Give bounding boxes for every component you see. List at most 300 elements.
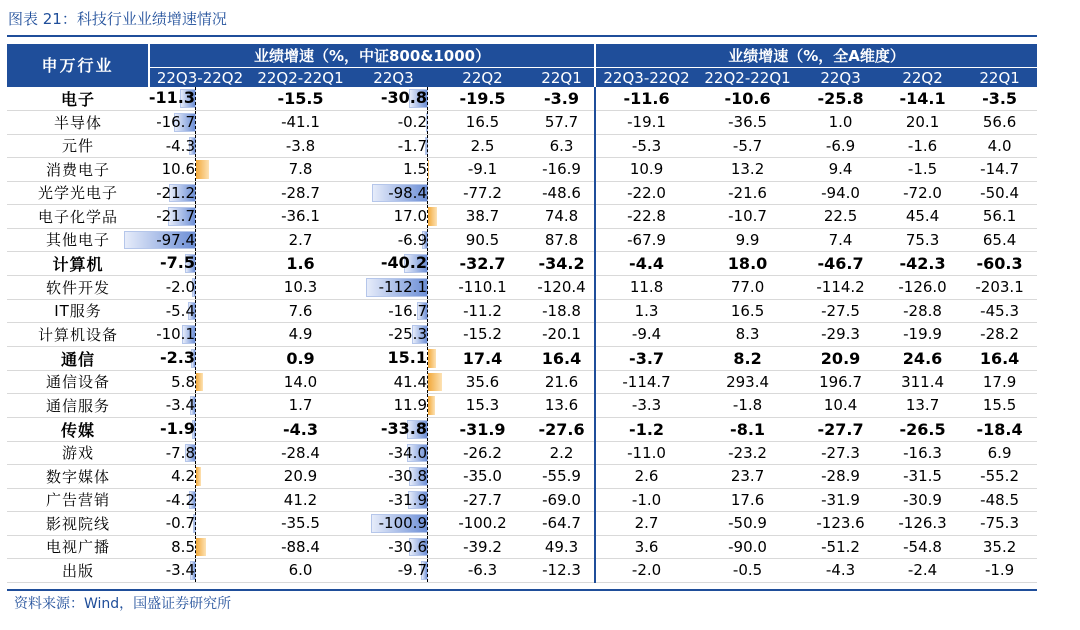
cell-value: -55.9 [529, 465, 595, 489]
table-row [7, 181, 1037, 205]
bar-axis [427, 347, 428, 370]
bar-axis [195, 371, 196, 394]
cell-value: -22.0 [595, 181, 697, 205]
col-header: 22Q2-22Q1 [697, 68, 798, 88]
cell-value: 16.4 [962, 346, 1037, 370]
col-header: 22Q2 [436, 68, 529, 88]
cell-value: -18.4 [962, 417, 1037, 441]
cell-value: 6.9 [962, 441, 1037, 465]
cell-value: -2.3 [160, 347, 195, 367]
data-bar-cell [149, 512, 250, 536]
bar-axis [427, 559, 428, 582]
cell-value: 16.5 [697, 299, 798, 323]
header-row-groups [7, 44, 1037, 68]
cell-value: 10.6 [161, 160, 195, 178]
data-bar-cell [149, 559, 250, 583]
industry-name: 数字媒体 [7, 465, 149, 489]
data-bar-cell [149, 346, 250, 370]
cell-value: 77.0 [697, 276, 798, 300]
industry-name: 计算机设备 [7, 323, 149, 347]
cell-value: -9.7 [397, 561, 427, 579]
cell-value: -12.3 [529, 559, 595, 583]
cell-value: -11.2 [436, 299, 529, 323]
cell-value: -30.8 [388, 467, 427, 485]
bar-axis [427, 323, 428, 346]
cell-value: -1.8 [697, 394, 798, 418]
data-bar [428, 207, 437, 226]
table-row [7, 134, 1037, 158]
cell-value: -88.4 [250, 535, 351, 559]
industry-name: 电视广播 [7, 535, 149, 559]
cell-value: 49.3 [529, 535, 595, 559]
cell-value: -3.5 [962, 87, 1037, 111]
data-bar-cell [149, 111, 250, 135]
col-header: 22Q3-22Q2 [149, 68, 250, 88]
bar-axis [427, 252, 428, 275]
cell-value: -1.0 [595, 488, 697, 512]
cell-value: 13.7 [883, 394, 962, 418]
data-bar-cell [351, 559, 436, 583]
cell-value: -8.1 [697, 417, 798, 441]
bar-axis [195, 135, 196, 158]
cell-value: 16.5 [436, 111, 529, 135]
cell-value: -60.3 [962, 252, 1037, 276]
cell-value: 13.6 [529, 394, 595, 418]
cell-value: 4.0 [962, 134, 1037, 158]
table-row [7, 87, 1037, 111]
bar-axis [195, 418, 196, 441]
bar-axis [195, 559, 196, 582]
data-bar-cell [149, 394, 250, 418]
bar-axis [427, 111, 428, 134]
bar-axis [427, 371, 428, 394]
table-row [7, 299, 1037, 323]
cell-value: 41.2 [250, 488, 351, 512]
cell-value: -25.8 [798, 87, 883, 111]
cell-value: 13.2 [697, 158, 798, 182]
cell-value: -29.3 [798, 323, 883, 347]
cell-value: 41.4 [393, 372, 427, 391]
data-bar-cell [149, 417, 250, 441]
bar-axis [195, 347, 196, 370]
bar-axis [195, 536, 196, 559]
table-row [7, 276, 1037, 300]
cell-value: -25.3 [388, 325, 427, 343]
bar-axis [427, 158, 428, 181]
cell-value: 0.9 [250, 346, 351, 370]
industry-name: 电子化学品 [7, 205, 149, 229]
cell-value: 2.7 [595, 512, 697, 536]
table-row [7, 394, 1037, 418]
cell-value: 15.5 [962, 394, 1037, 418]
table-row [7, 559, 1037, 583]
cell-value: -27.7 [436, 488, 529, 512]
cell-value: 4.2 [171, 467, 195, 485]
cell-value: -4.3 [798, 559, 883, 583]
data-bar-cell [351, 535, 436, 559]
table-row [7, 370, 1037, 394]
cell-value: -16.3 [883, 441, 962, 465]
cell-value: -0.7 [165, 514, 195, 532]
industry-name: 电子 [7, 87, 149, 111]
cell-value: -19.5 [436, 87, 529, 111]
data-bar-cell [149, 299, 250, 323]
cell-value: -39.2 [436, 535, 529, 559]
cell-value: -1.2 [595, 417, 697, 441]
bar-axis [427, 394, 428, 417]
source-note: 资料来源：Wind，国盛证券研究所 [14, 596, 232, 612]
cell-value: -112.1 [378, 278, 427, 296]
data-bar-cell [149, 441, 250, 465]
cell-value: 2.6 [595, 465, 697, 489]
cell-value: -48.6 [529, 181, 595, 205]
bar-axis [195, 87, 196, 110]
cell-value: -0.5 [697, 559, 798, 583]
bar-axis [195, 158, 196, 181]
data-bar-cell [149, 205, 250, 229]
cell-value: -5.7 [697, 134, 798, 158]
cell-value: -27.3 [798, 441, 883, 465]
table-row [7, 441, 1037, 465]
cell-value: -27.5 [798, 299, 883, 323]
cell-value: -10.6 [697, 87, 798, 111]
cell-value: -20.1 [529, 323, 595, 347]
cell-value: 2.5 [436, 134, 529, 158]
cell-value: 2.7 [250, 228, 351, 252]
data-bar-cell [351, 441, 436, 465]
cell-value: -2.4 [883, 559, 962, 583]
data-bar-cell [351, 394, 436, 418]
bar-axis [427, 465, 428, 488]
cell-value: 10.9 [595, 158, 697, 182]
bar-axis [195, 512, 196, 535]
cell-value: -5.3 [595, 134, 697, 158]
cell-value: -42.3 [883, 252, 962, 276]
cell-value: 90.5 [436, 228, 529, 252]
bar-axis [195, 489, 196, 512]
table-row [7, 323, 1037, 347]
data-bar-cell [351, 158, 436, 182]
cell-value: -32.7 [436, 252, 529, 276]
cell-value: 293.4 [697, 370, 798, 394]
bar-axis [195, 229, 196, 252]
cell-value: -30.8 [380, 88, 427, 107]
col-header: 22Q3-22Q2 [595, 68, 697, 88]
cell-value: -30.6 [388, 537, 427, 556]
cell-value: -15.5 [250, 87, 351, 111]
cell-value: 11.8 [595, 276, 697, 300]
data-bar-cell [351, 465, 436, 489]
bar-axis [427, 536, 428, 559]
cell-value: -14.1 [883, 87, 962, 111]
cell-value: 17.0 [393, 207, 427, 225]
data-bar [428, 396, 435, 415]
data-bar-cell [351, 512, 436, 536]
cell-value: -36.5 [697, 111, 798, 135]
cell-value: -0.2 [397, 113, 427, 131]
bar-axis [195, 182, 196, 205]
data-bar-cell [149, 87, 250, 111]
data-bar-cell [149, 134, 250, 158]
bar-axis [427, 276, 428, 299]
cell-value: -26.5 [883, 417, 962, 441]
cell-value: -6.9 [798, 134, 883, 158]
industry-name: 游戏 [7, 441, 149, 465]
bar-axis [195, 276, 196, 299]
bar-axis [195, 323, 196, 346]
cell-value: -2.0 [595, 559, 697, 583]
cell-value: -4.3 [165, 136, 195, 155]
data-bar [428, 160, 429, 179]
bar-axis [195, 111, 196, 134]
cell-value: 57.7 [529, 111, 595, 135]
bar-axis [195, 465, 196, 488]
data-bar-cell [351, 228, 436, 252]
table-row [7, 158, 1037, 182]
col-header: 22Q2-22Q1 [250, 68, 351, 88]
cell-value: 17.9 [962, 370, 1037, 394]
table-row [7, 252, 1037, 276]
data-bar-cell [149, 323, 250, 347]
cell-value: 9.4 [798, 158, 883, 182]
table-row [7, 346, 1037, 370]
cell-value: -18.8 [529, 299, 595, 323]
cell-value: -34.0 [388, 443, 427, 462]
data-bar-cell [351, 323, 436, 347]
industry-name: 通信 [7, 346, 149, 370]
cell-value: -16.7 [156, 113, 195, 131]
cell-value: -50.4 [962, 181, 1037, 205]
cell-value: 311.4 [883, 370, 962, 394]
industry-name: IT服务 [7, 299, 149, 323]
cell-value: 1.6 [250, 252, 351, 276]
col-header: 22Q1 [529, 68, 595, 88]
cell-value: -4.2 [165, 490, 195, 509]
cell-value: 15.1 [387, 347, 427, 367]
cell-value: -1.6 [883, 134, 962, 158]
table-row [7, 205, 1037, 229]
cell-value: -51.2 [798, 535, 883, 559]
cell-value: -34.2 [529, 252, 595, 276]
industry-name: 软件开发 [7, 276, 149, 300]
cell-value: -31.5 [883, 465, 962, 489]
cell-value: 5.8 [171, 372, 195, 391]
bar-axis [195, 300, 196, 323]
bar-axis [195, 442, 196, 465]
industry-name: 半导体 [7, 111, 149, 135]
title-rule [7, 35, 1037, 37]
data-bar [196, 538, 206, 557]
cell-value: -9.1 [436, 158, 529, 182]
cell-value: 15.3 [436, 394, 529, 418]
cell-value: -100.2 [436, 512, 529, 536]
cell-value: -28.8 [883, 299, 962, 323]
cell-value: -203.1 [962, 276, 1037, 300]
cell-value: -10.7 [697, 205, 798, 229]
industry-name: 出版 [7, 559, 149, 583]
cell-value: 74.8 [529, 205, 595, 229]
cell-value: -21.6 [697, 181, 798, 205]
cell-value: -69.0 [529, 488, 595, 512]
cell-value: -6.9 [397, 230, 427, 249]
cell-value: -30.9 [883, 488, 962, 512]
cell-value: -3.9 [529, 87, 595, 111]
col-header: 22Q2 [883, 68, 962, 88]
cell-value: 6.0 [250, 559, 351, 583]
cell-value: -11.0 [595, 441, 697, 465]
header-row-periods [7, 68, 1037, 88]
data-bar-cell [351, 87, 436, 111]
cell-value: -1.9 [160, 418, 195, 438]
table-row [7, 535, 1037, 559]
bottom-rule [7, 589, 1037, 591]
cell-value: -9.4 [595, 323, 697, 347]
industry-name: 元件 [7, 134, 149, 158]
cell-value: 18.0 [697, 252, 798, 276]
cell-value: 56.6 [962, 111, 1037, 135]
data-bar-cell [149, 465, 250, 489]
cell-value: 8.5 [171, 537, 195, 556]
cell-value: -114.7 [595, 370, 697, 394]
data-bar-cell [351, 252, 436, 276]
cell-value: 8.2 [697, 346, 798, 370]
cell-value: -11.3 [148, 88, 195, 107]
bar-axis [427, 135, 428, 158]
data-bar-cell [351, 417, 436, 441]
bar-axis [195, 252, 196, 275]
cell-value: -3.4 [165, 561, 195, 579]
cell-value: -28.7 [250, 181, 351, 205]
cell-value: -28.2 [962, 323, 1037, 347]
group-header-csi: 业绩增速（%，中证800&1000） [149, 44, 595, 68]
cell-value: -67.9 [595, 228, 697, 252]
cell-value: -7.8 [165, 443, 195, 462]
cell-value: -41.1 [250, 111, 351, 135]
cell-value: -50.9 [697, 512, 798, 536]
cell-value: 8.3 [697, 323, 798, 347]
cell-value: -75.3 [962, 512, 1037, 536]
cell-value: 7.6 [250, 299, 351, 323]
cell-value: -14.7 [962, 158, 1037, 182]
cell-value: -55.2 [962, 465, 1037, 489]
cell-value: -48.5 [962, 488, 1037, 512]
cell-value: -40.2 [380, 253, 427, 272]
cell-value: 14.0 [250, 370, 351, 394]
cell-value: 23.7 [697, 465, 798, 489]
cell-value: 24.6 [883, 346, 962, 370]
cell-value: -126.0 [883, 276, 962, 300]
cell-value: -54.8 [883, 535, 962, 559]
industry-name: 消费电子 [7, 158, 149, 182]
cell-value: 7.4 [798, 228, 883, 252]
cell-value: 17.4 [436, 346, 529, 370]
data-bar [196, 467, 201, 486]
bar-axis [427, 418, 428, 441]
bar-axis [427, 512, 428, 535]
data-bar-cell [351, 346, 436, 370]
table-body [7, 87, 1037, 582]
industry-name: 通信设备 [7, 370, 149, 394]
cell-value: -98.4 [388, 183, 427, 202]
cell-value: -64.7 [529, 512, 595, 536]
cell-value: -45.3 [962, 299, 1037, 323]
table-row [7, 111, 1037, 135]
table-row [7, 488, 1037, 512]
cell-value: -22.8 [595, 205, 697, 229]
cell-value: 4.9 [250, 323, 351, 347]
cell-value: -4.3 [250, 417, 351, 441]
data-bar [196, 373, 203, 392]
col-header: 22Q3 [798, 68, 883, 88]
cell-value: -2.0 [165, 278, 195, 296]
cell-value: -90.0 [697, 535, 798, 559]
industry-name: 广告营销 [7, 488, 149, 512]
bar-axis [427, 205, 428, 228]
cell-value: -21.7 [156, 207, 195, 225]
cell-value: 3.6 [595, 535, 697, 559]
cell-value: -23.2 [697, 441, 798, 465]
cell-value: 20.9 [250, 465, 351, 489]
cell-value: -77.2 [436, 181, 529, 205]
cell-value: -31.9 [798, 488, 883, 512]
cell-value: -100.9 [378, 514, 427, 532]
cell-value: 6.3 [529, 134, 595, 158]
cell-value: 35.6 [436, 370, 529, 394]
cell-value: -16.9 [529, 158, 595, 182]
bar-axis [427, 300, 428, 323]
cell-value: 7.8 [250, 158, 351, 182]
cell-value: -11.6 [595, 87, 697, 111]
growth-table [7, 44, 1037, 583]
cell-value: -36.1 [250, 205, 351, 229]
data-bar [428, 349, 436, 368]
col-header: 22Q1 [962, 68, 1037, 88]
cell-value: -7.5 [160, 253, 195, 272]
data-bar-cell [149, 276, 250, 300]
bar-axis [427, 87, 428, 110]
cell-value: 16.4 [529, 346, 595, 370]
data-bar-cell [351, 276, 436, 300]
data-bar-cell [351, 370, 436, 394]
industry-name: 计算机 [7, 252, 149, 276]
cell-value: 20.1 [883, 111, 962, 135]
bar-axis [427, 442, 428, 465]
cell-value: -10.1 [156, 325, 195, 343]
cell-value: -31.9 [388, 490, 427, 509]
data-bar-cell [351, 181, 436, 205]
cell-value: 1.0 [798, 111, 883, 135]
cell-value: -94.0 [798, 181, 883, 205]
cell-value: 38.7 [436, 205, 529, 229]
cell-value: 9.9 [697, 228, 798, 252]
cell-value: 65.4 [962, 228, 1037, 252]
figure-title: 图表 21：科技行业业绩增速情况 [8, 10, 227, 28]
cell-value: -27.6 [529, 417, 595, 441]
cell-value: 75.3 [883, 228, 962, 252]
cell-value: 45.4 [883, 205, 962, 229]
table-row [7, 228, 1037, 252]
cell-value: 1.3 [595, 299, 697, 323]
cell-value: -21.2 [156, 183, 195, 202]
cell-value: -3.4 [165, 396, 195, 414]
industry-name: 通信服务 [7, 394, 149, 418]
bar-axis [195, 205, 196, 228]
industry-name: 影视院线 [7, 512, 149, 536]
cell-value: 1.5 [403, 160, 427, 178]
cell-value: -33.8 [380, 418, 427, 438]
data-bar-cell [351, 134, 436, 158]
cell-value: 1.7 [250, 394, 351, 418]
